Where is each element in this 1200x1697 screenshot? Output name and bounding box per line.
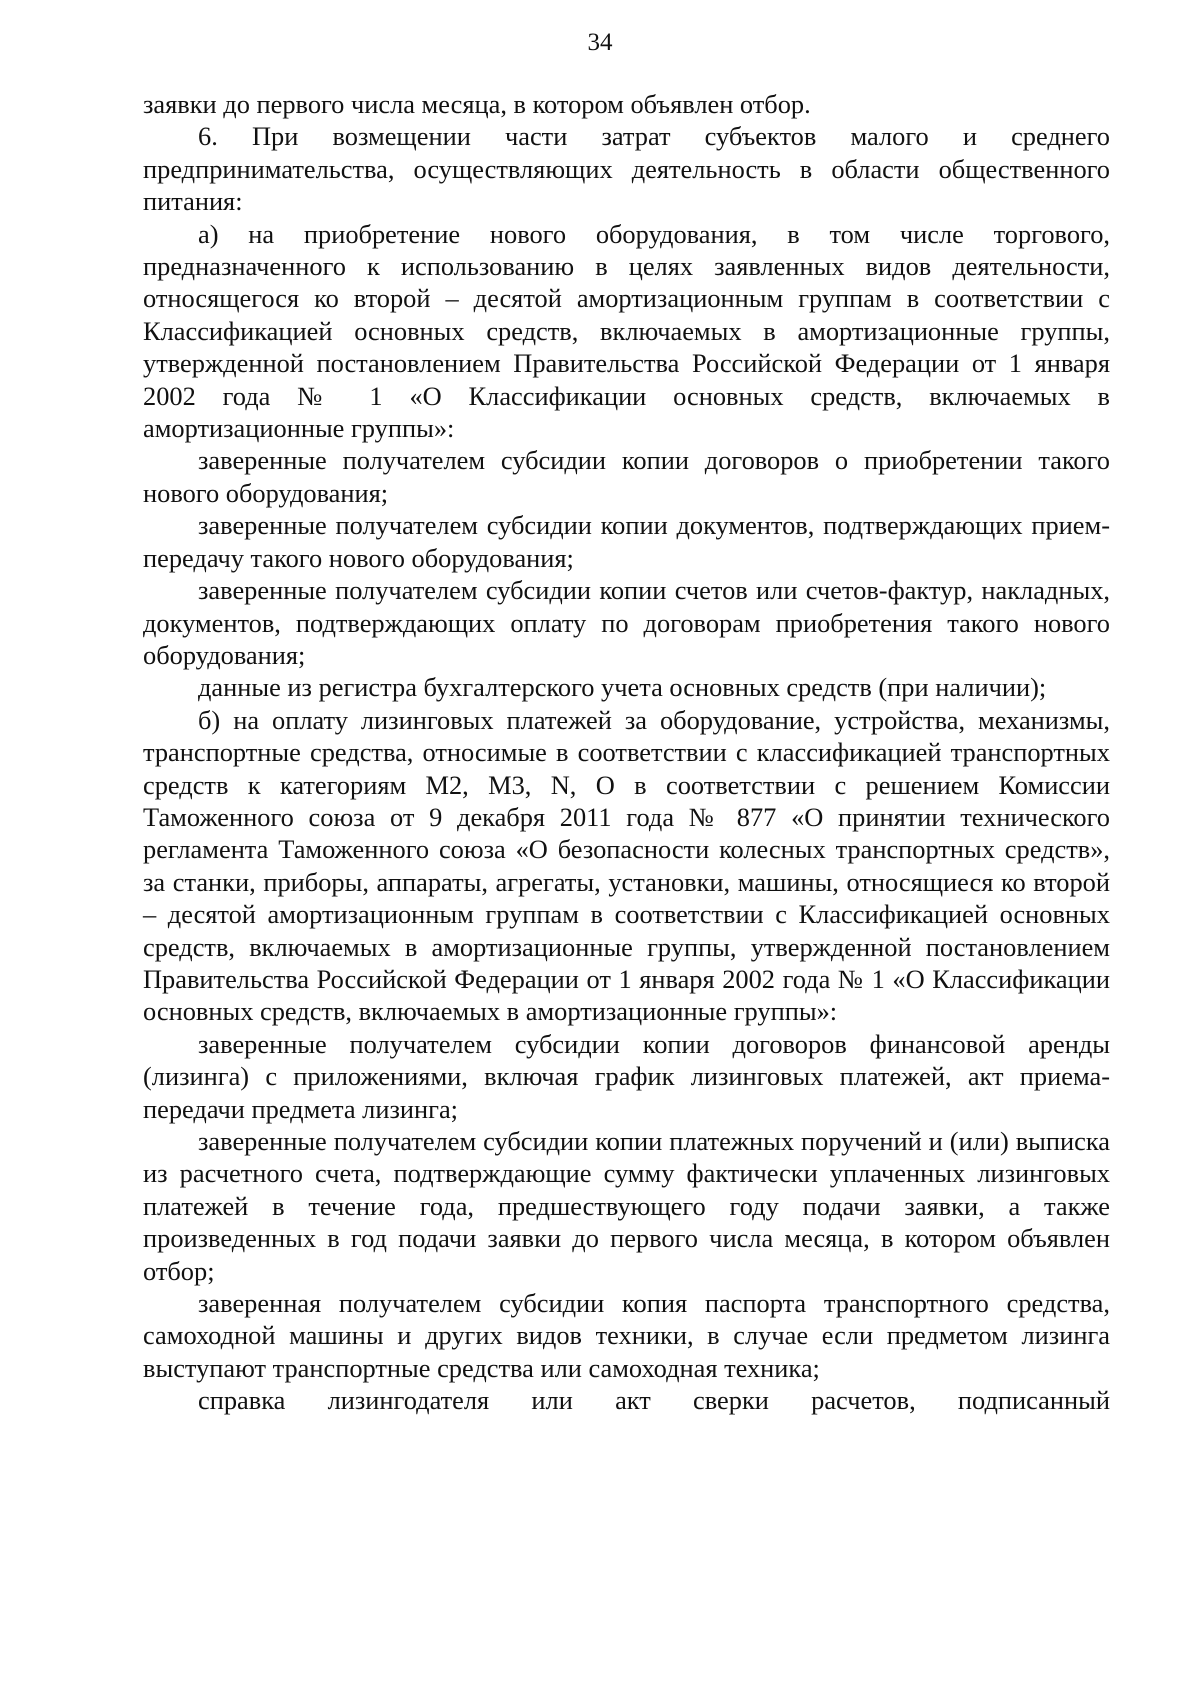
paragraph-document-contracts: заверенные получателем субсидии копии договоров о приобретении такого нового оборудования; [143, 445, 1110, 508]
paragraph-subitem-b: б) на оплату лизинговых платежей за оборудование, устройства, механизмы, транспортные средства, относимые в соответствии с классификацией транспортных средств к категориям M2, M3, N, O в соответствии с решением Комиссии Таможенного союза от 9 декабря 2011 года № 877 «О принятии технического регламента Таможенного союза «О безопасности колесных транспортных средств», за станки, приборы, аппараты, агрегаты, установки, машины, относящиеся ко второй – десятой амортизационным группам в соответствии с Классификацией основных средств, включаемых в амортизационные группы, утвержденной постановлением Правительства Российской Федерации от 1 января 2002 года № 1 «О Классификации основных средств, включаемых в амортизационные группы»: [143, 704, 1110, 1027]
document-body [143, 88, 1110, 1417]
paragraph-leasing-contracts: заверенные получателем субсидии копии договоров финансовой аренды (лизинга) с приложениями, включая график лизинговых платежей, акт приема-передачи предмета лизинга; [143, 1028, 1110, 1124]
paragraph-document-acceptance: заверенные получателем субсидии копии документов, подтверждающих прием-передачу такого нового оборудования; [143, 510, 1110, 573]
paragraph-document-invoices: заверенные получателем субсидии копии счетов или счетов-фактур, накладных, документов, подтверждающих оплату по договорам приобретения такого нового оборудования; [143, 575, 1110, 670]
paragraph-lessor-certificate: справка лизингодателя или акт сверки расчетов, подписанный [198, 1385, 1110, 1416]
paragraph-accounting-register: данные из регистра бухгалтерского учета основных средств (при наличии); [198, 672, 1047, 703]
paragraph-subitem-a: а) на приобретение нового оборудования, в том числе торгового, предназначенного к использованию в целях заявленных видов деятельности, относящегося ко второй – десятой амортизационным группам в соответствии с Классификацией основных средств, включаемых в амортизационные группы, утвержденной постановлением Правительства Российской Федерации от 1 января 2002 года № 1 «О Классификации основных средств, включаемых в амортизационные группы»: [143, 218, 1110, 444]
page-number: 34 [587, 29, 613, 56]
paragraph-continuation: заявки до первого числа месяца, в котором объявлен отбор. [143, 89, 811, 119]
paragraph-payment-orders: заверенные получателем субсидии копии платежных поручений и (или) выписка из расчетного счета, подтверждающие сумму фактически уплаченных лизинговых платежей в течение года, предшествующего году подачи заявки, а также произведенных в год подачи заявки до первого числа месяца, в котором объявлен отбор; [143, 1126, 1110, 1286]
paragraph-item-6: 6. При возмещении части затрат субъектов малого и среднего предпринимательства, осуществляющих деятельность в области общественного питания: [143, 121, 1110, 217]
paragraph-vehicle-passport: заверенная получателем субсидии копия паспорта транспортного средства, самоходной машины и других видов техники, в случае если предметом лизинга выступают транспортные средства или самоходная техника; [143, 1288, 1110, 1383]
